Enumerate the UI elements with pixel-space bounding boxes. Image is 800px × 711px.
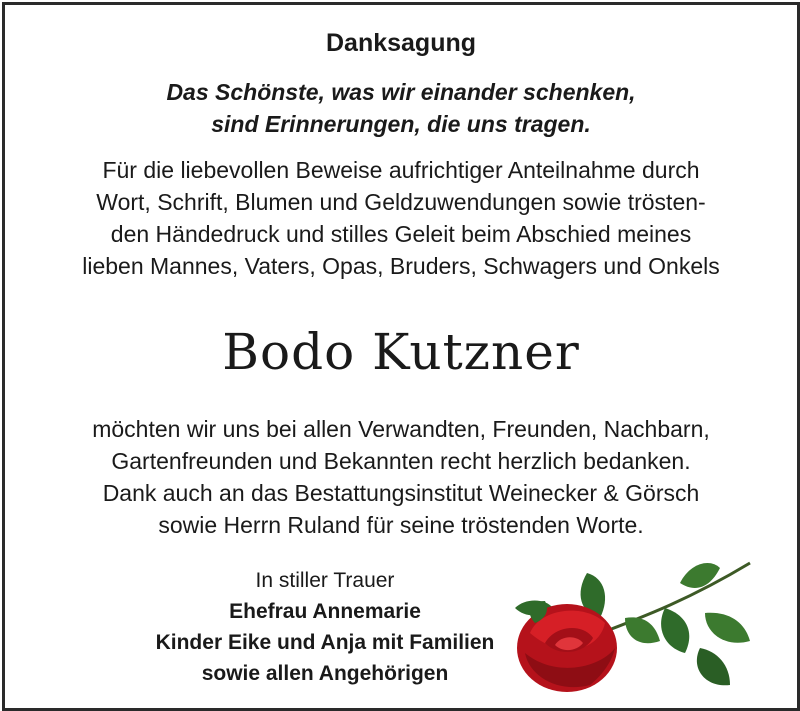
- thanks-line: möchten wir uns bei allen Verwandten, Freunden, Nachbarn,: [92, 416, 710, 442]
- intro-paragraph: [5, 154, 797, 282]
- motto-line: sind Erinnerungen, die uns tragen.: [211, 111, 591, 137]
- intro-line: den Händedruck und stilles Geleit beim Abschied meines: [110, 221, 692, 247]
- intro-line: Wort, Schrift, Blumen und Geldzuwendungen sowie trösten-: [96, 189, 706, 215]
- thanks-line: Gartenfreunden und Bekannten recht herzlich bedanken.: [111, 448, 691, 474]
- intro-line: Für die liebevollen Beweise aufrichtiger Anteilnahme durch: [102, 157, 700, 183]
- intro-line: lieben Mannes, Vaters, Opas, Bruders, Schwagers und Onkels: [82, 253, 720, 279]
- signoff-intro: In stiller Trauer: [255, 569, 395, 592]
- signoff-name: Ehefrau Annemarie: [229, 600, 421, 623]
- notice-frame: [2, 2, 800, 711]
- thanks-line: sowie Herrn Ruland für seine tröstenden Worte.: [158, 512, 644, 538]
- motto-quote: [5, 76, 797, 140]
- thanks-paragraph: [5, 413, 797, 541]
- motto-line: Das Schönste, was wir einander schenken,: [166, 79, 636, 105]
- rose-icon: [505, 553, 785, 703]
- deceased-name: Bodo Kutzner: [222, 323, 580, 381]
- signoff-name: Kinder Eike und Anja mit Familien: [155, 631, 495, 654]
- signoff-name: sowie allen Angehörigen: [201, 662, 449, 685]
- notice-heading: Danksagung: [325, 29, 477, 57]
- thanks-line: Dank auch an das Bestattungsinstitut Weinecker & Görsch: [102, 480, 700, 506]
